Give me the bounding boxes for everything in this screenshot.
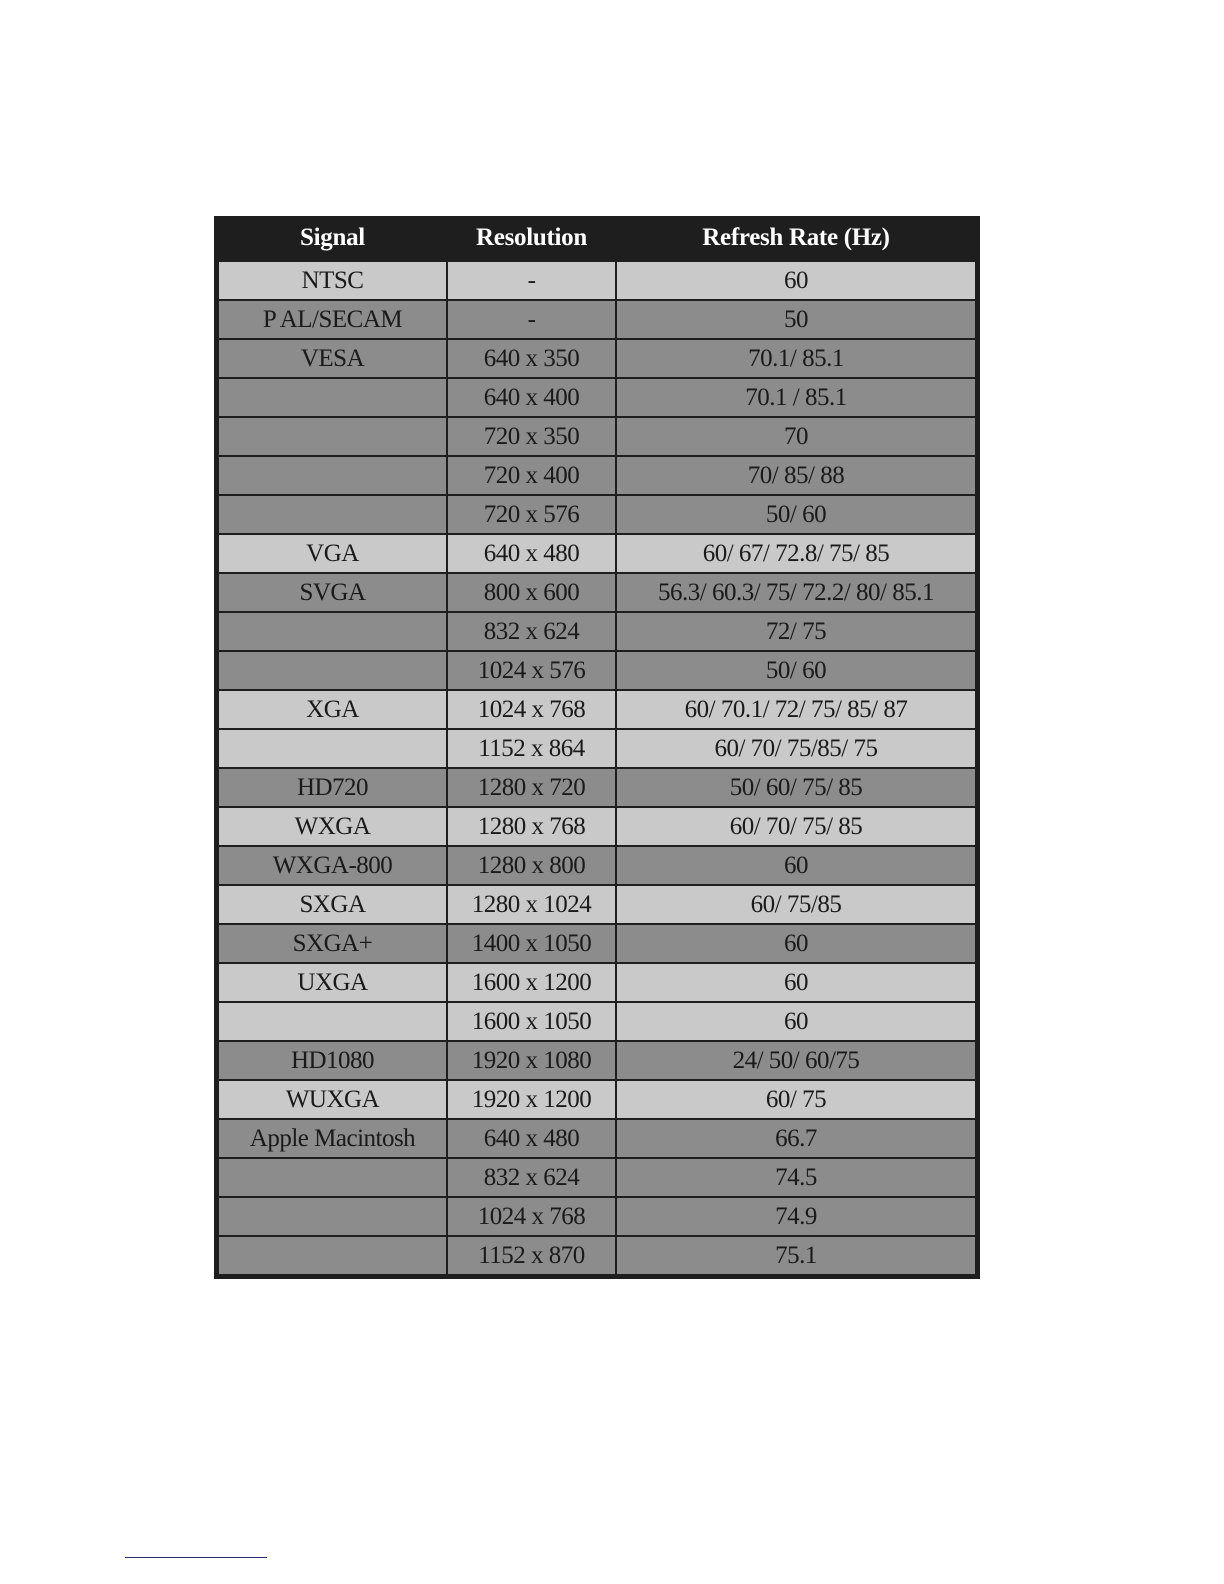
refresh-rate-cell: 70/ 85/ 88 — [616, 456, 976, 495]
header-resolution: Resolution — [447, 216, 616, 261]
resolution-cell: 1280 x 1024 — [447, 885, 616, 924]
resolution-cell: 640 x 400 — [447, 378, 616, 417]
refresh-rate-cell: 60/ 70.1/ 72/ 75/ 85/ 87 — [616, 690, 976, 729]
signal-cell — [218, 495, 447, 534]
refresh-rate-cell: 72/ 75 — [616, 612, 976, 651]
table-row — [218, 261, 976, 300]
refresh-rate-cell: 66.7 — [616, 1119, 976, 1158]
signal-cell: WXGA — [218, 807, 447, 846]
table-row — [218, 378, 976, 417]
signal-cell: SXGA+ — [218, 924, 447, 963]
refresh-rate-cell: 60/ 70/ 75/85/ 75 — [616, 729, 976, 768]
signal-compatibility-table-container — [214, 216, 980, 1279]
refresh-rate-cell: 50/ 60 — [616, 495, 976, 534]
resolution-cell: 1920 x 1080 — [447, 1041, 616, 1080]
signal-cell: VGA — [218, 534, 447, 573]
signal-cell — [218, 456, 447, 495]
refresh-rate-cell: 50 — [616, 300, 976, 339]
resolution-cell: 1280 x 720 — [447, 768, 616, 807]
refresh-rate-cell: 60 — [616, 846, 976, 885]
signal-cell — [218, 612, 447, 651]
resolution-cell: 1024 x 768 — [447, 690, 616, 729]
table-row — [218, 1197, 976, 1236]
table-row — [218, 495, 976, 534]
signal-cell — [218, 417, 447, 456]
resolution-cell: 640 x 480 — [447, 534, 616, 573]
header-refresh-rate: Refresh Rate (Hz) — [616, 216, 976, 261]
resolution-cell: 1280 x 768 — [447, 807, 616, 846]
signal-cell — [218, 378, 447, 417]
resolution-cell: 1280 x 800 — [447, 846, 616, 885]
table-row — [218, 573, 976, 612]
table-row — [218, 1002, 976, 1041]
table-row — [218, 963, 976, 1002]
refresh-rate-cell: 60/ 75 — [616, 1080, 976, 1119]
table-row — [218, 1158, 976, 1197]
resolution-cell: - — [447, 261, 616, 300]
resolution-cell: 720 x 350 — [447, 417, 616, 456]
refresh-rate-cell: 60 — [616, 924, 976, 963]
refresh-rate-cell: 60 — [616, 1002, 976, 1041]
table-row — [218, 300, 976, 339]
signal-cell: NTSC — [218, 261, 447, 300]
resolution-cell: 832 x 624 — [447, 612, 616, 651]
table-row — [218, 456, 976, 495]
refresh-rate-cell: 56.3/ 60.3/ 75/ 72.2/ 80/ 85.1 — [616, 573, 976, 612]
signal-cell: UXGA — [218, 963, 447, 1002]
resolution-cell: 1024 x 576 — [447, 651, 616, 690]
table-row — [218, 534, 976, 573]
signal-cell: P AL/SECAM — [218, 300, 447, 339]
refresh-rate-cell: 60/ 70/ 75/ 85 — [616, 807, 976, 846]
table-row — [218, 612, 976, 651]
table-row — [218, 690, 976, 729]
signal-cell: HD720 — [218, 768, 447, 807]
resolution-cell: 1152 x 870 — [447, 1236, 616, 1275]
refresh-rate-cell: 70.1/ 85.1 — [616, 339, 976, 378]
table-row — [218, 924, 976, 963]
resolution-cell: 800 x 600 — [447, 573, 616, 612]
refresh-rate-cell: 74.5 — [616, 1158, 976, 1197]
table-row — [218, 1236, 976, 1275]
resolution-cell: 1400 x 1050 — [447, 924, 616, 963]
refresh-rate-cell: 60 — [616, 963, 976, 1002]
table-header-row — [218, 216, 976, 261]
signal-cell — [218, 1002, 447, 1041]
signal-cell — [218, 1236, 447, 1275]
signal-cell: XGA — [218, 690, 447, 729]
resolution-cell: 640 x 350 — [447, 339, 616, 378]
signal-cell: SXGA — [218, 885, 447, 924]
table-body — [218, 261, 976, 1275]
signal-cell: Apple Macintosh — [218, 1119, 447, 1158]
refresh-rate-cell: 74.9 — [616, 1197, 976, 1236]
header-signal: Signal — [218, 216, 447, 261]
refresh-rate-cell: 24/ 50/ 60/75 — [616, 1041, 976, 1080]
signal-cell — [218, 729, 447, 768]
resolution-cell: 640 x 480 — [447, 1119, 616, 1158]
table-row — [218, 768, 976, 807]
table-row — [218, 1119, 976, 1158]
resolution-cell: 1024 x 768 — [447, 1197, 616, 1236]
table-row — [218, 417, 976, 456]
signal-cell — [218, 1158, 447, 1197]
footnote-separator-line — [125, 1557, 267, 1558]
signal-cell: WUXGA — [218, 1080, 447, 1119]
refresh-rate-cell: 75.1 — [616, 1236, 976, 1275]
signal-cell — [218, 1197, 447, 1236]
refresh-rate-cell: 60 — [616, 261, 976, 300]
signal-compatibility-table — [217, 216, 977, 1276]
table-row — [218, 846, 976, 885]
refresh-rate-cell: 50/ 60/ 75/ 85 — [616, 768, 976, 807]
signal-cell: WXGA-800 — [218, 846, 447, 885]
resolution-cell: 1152 x 864 — [447, 729, 616, 768]
resolution-cell: 720 x 400 — [447, 456, 616, 495]
resolution-cell: 1600 x 1050 — [447, 1002, 616, 1041]
refresh-rate-cell: 70 — [616, 417, 976, 456]
table-row — [218, 807, 976, 846]
refresh-rate-cell: 60/ 75/85 — [616, 885, 976, 924]
resolution-cell: 1600 x 1200 — [447, 963, 616, 1002]
table-row — [218, 339, 976, 378]
resolution-cell: 1920 x 1200 — [447, 1080, 616, 1119]
signal-cell: SVGA — [218, 573, 447, 612]
refresh-rate-cell: 60/ 67/ 72.8/ 75/ 85 — [616, 534, 976, 573]
signal-cell: VESA — [218, 339, 447, 378]
table-row — [218, 885, 976, 924]
resolution-cell: 832 x 624 — [447, 1158, 616, 1197]
refresh-rate-cell: 50/ 60 — [616, 651, 976, 690]
table-row — [218, 651, 976, 690]
table-row — [218, 729, 976, 768]
resolution-cell: 720 x 576 — [447, 495, 616, 534]
table-row — [218, 1080, 976, 1119]
refresh-rate-cell: 70.1 / 85.1 — [616, 378, 976, 417]
table-row — [218, 1041, 976, 1080]
signal-cell — [218, 651, 447, 690]
resolution-cell: - — [447, 300, 616, 339]
signal-cell: HD1080 — [218, 1041, 447, 1080]
